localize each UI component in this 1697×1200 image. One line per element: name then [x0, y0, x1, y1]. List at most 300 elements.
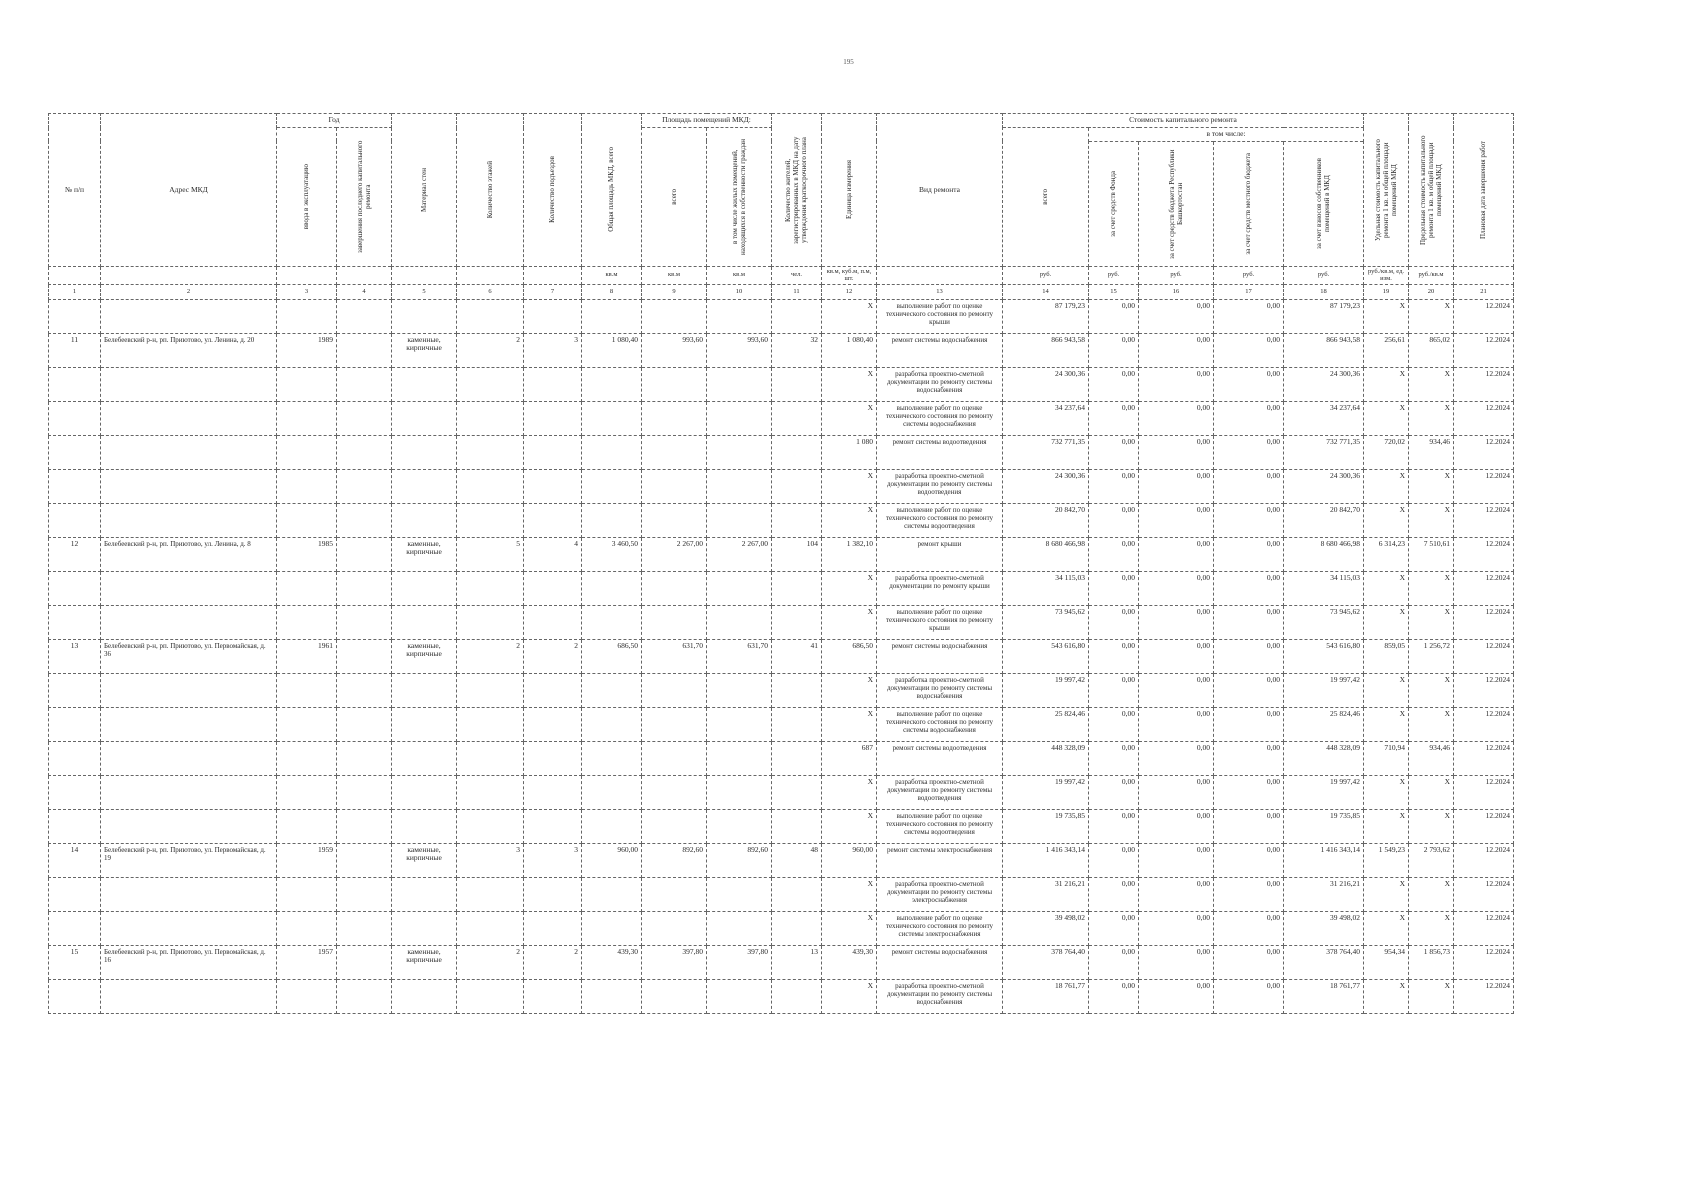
cell-premises-subject	[707, 707, 772, 741]
cell-floors	[457, 979, 524, 1013]
cell-unit-cost: X	[1364, 605, 1409, 639]
cell-fund: 0,00	[1089, 673, 1139, 707]
cell-premises-total	[642, 605, 707, 639]
cell-local: 0,00	[1214, 469, 1284, 503]
table-row	[49, 537, 1514, 571]
table-row	[49, 877, 1514, 911]
cell-premises-total: 397,80	[642, 945, 707, 979]
cell-wall-material	[392, 673, 457, 707]
cell-owners: 20 842,70	[1284, 503, 1364, 537]
cell-unit: 687	[822, 741, 877, 775]
cell-year-commission	[277, 469, 337, 503]
cell-entrances: 3	[524, 333, 582, 367]
column-number-cell: 15	[1089, 284, 1139, 299]
cell-deadline: 12.2024	[1454, 639, 1514, 673]
cell-fund: 0,00	[1089, 775, 1139, 809]
cell-unit-cost: X	[1364, 707, 1409, 741]
cell-year-commission	[277, 299, 337, 333]
cell-deadline: 12.2024	[1454, 843, 1514, 877]
cell-fund: 0,00	[1089, 945, 1139, 979]
cell-wall-material	[392, 401, 457, 435]
cell-total-area	[582, 571, 642, 605]
cell-num	[49, 741, 101, 775]
table-row	[49, 945, 1514, 979]
header-unit-cost: Удельная стоимость капитального ремонта 1 кв. м общей площади помещений МКД	[1364, 114, 1409, 267]
cell-num: 12	[49, 537, 101, 571]
column-number-cell: 11	[772, 284, 822, 299]
cell-address	[101, 877, 277, 911]
cell-premises-subject	[707, 809, 772, 843]
cell-unit-cost: X	[1364, 571, 1409, 605]
cell-year-last-repair	[337, 639, 392, 673]
table-row	[49, 639, 1514, 673]
cell-year-commission	[277, 673, 337, 707]
cell-entrances	[524, 673, 582, 707]
cell-year-last-repair	[337, 775, 392, 809]
cell-num	[49, 911, 101, 945]
cell-cost-total: 866 943,58	[1003, 333, 1089, 367]
cell-year-last-repair	[337, 401, 392, 435]
cell-wall-material	[392, 809, 457, 843]
cell-unit-cost: X	[1364, 775, 1409, 809]
cell-republic: 0,00	[1139, 809, 1214, 843]
cell-wall-material	[392, 775, 457, 809]
cell-unit-cost: 6 314,23	[1364, 537, 1409, 571]
cell-max-cost: X	[1409, 979, 1454, 1013]
cell-owners: 34 237,64	[1284, 401, 1364, 435]
cell-max-cost: 865,02	[1409, 333, 1454, 367]
cell-owners: 448 328,09	[1284, 741, 1364, 775]
cell-local: 0,00	[1214, 877, 1284, 911]
cell-num	[49, 605, 101, 639]
cell-fund: 0,00	[1089, 877, 1139, 911]
cell-year-last-repair	[337, 945, 392, 979]
cell-premises-total	[642, 469, 707, 503]
header-residents: Количество жителей, зарегистрированных в МКД на дату утверждения краткосрочного плана	[772, 114, 822, 267]
cell-republic: 0,00	[1139, 299, 1214, 333]
cell-work-type: разработка проектно-сметной документации по ремонту системы водоснабжения	[877, 367, 1003, 401]
cell-year-last-repair	[337, 435, 392, 469]
cell-address: Белебеевский р-н, рп. Приютово, ул. Ленина, д. 20	[101, 333, 277, 367]
header-local: за счет средств местного бюджета	[1214, 141, 1284, 266]
cell-year-last-repair	[337, 333, 392, 367]
cell-entrances	[524, 605, 582, 639]
cell-num	[49, 571, 101, 605]
cell-year-last-repair	[337, 605, 392, 639]
table-row	[49, 775, 1514, 809]
cell-wall-material	[392, 979, 457, 1013]
cell-fund: 0,00	[1089, 639, 1139, 673]
cell-owners: 19 735,85	[1284, 809, 1364, 843]
column-number-cell: 18	[1284, 284, 1364, 299]
cell-max-cost: 1 856,73	[1409, 945, 1454, 979]
cell-cost-total: 31 216,21	[1003, 877, 1089, 911]
cell-premises-total: 892,60	[642, 843, 707, 877]
cell-owners: 8 680 466,98	[1284, 537, 1364, 571]
cell-deadline: 12.2024	[1454, 911, 1514, 945]
cell-local: 0,00	[1214, 707, 1284, 741]
cell-year-commission	[277, 741, 337, 775]
cell-premises-subject: 892,60	[707, 843, 772, 877]
header-premises-group: Площадь помещений МКД:	[642, 114, 772, 128]
cell-wall-material: каменные, кирпичные	[392, 843, 457, 877]
cell-residents	[772, 877, 822, 911]
cell-total-area	[582, 741, 642, 775]
header-total-area: Общая площадь МКД, всего	[582, 114, 642, 267]
cell-num	[49, 809, 101, 843]
header-premises-total: всего	[642, 128, 707, 267]
header-year-last-repair: завершения последнего капитального ремонта	[337, 128, 392, 267]
cell-entrances	[524, 911, 582, 945]
unit-cell: руб.	[1139, 266, 1214, 284]
cell-premises-total	[642, 877, 707, 911]
cell-max-cost: X	[1409, 775, 1454, 809]
cell-unit: 686,50	[822, 639, 877, 673]
header-year-group: Год	[277, 114, 392, 128]
cell-wall-material	[392, 367, 457, 401]
cell-cost-total: 19 997,42	[1003, 673, 1089, 707]
cell-cost-total: 20 842,70	[1003, 503, 1089, 537]
cell-local: 0,00	[1214, 673, 1284, 707]
cell-owners: 378 764,40	[1284, 945, 1364, 979]
cell-unit: X	[822, 605, 877, 639]
cell-wall-material	[392, 707, 457, 741]
cell-deadline: 12.2024	[1454, 673, 1514, 707]
cell-fund: 0,00	[1089, 299, 1139, 333]
cell-year-commission	[277, 571, 337, 605]
cell-wall-material	[392, 571, 457, 605]
table-row	[49, 809, 1514, 843]
cell-premises-total	[642, 299, 707, 333]
cell-fund: 0,00	[1089, 741, 1139, 775]
cell-local: 0,00	[1214, 979, 1284, 1013]
cell-floors: 2	[457, 945, 524, 979]
cell-unit: X	[822, 469, 877, 503]
cell-fund: 0,00	[1089, 333, 1139, 367]
column-number-cell: 20	[1409, 284, 1454, 299]
cell-owners: 31 216,21	[1284, 877, 1364, 911]
cell-entrances	[524, 401, 582, 435]
cell-unit-cost: X	[1364, 401, 1409, 435]
cell-residents	[772, 775, 822, 809]
cell-max-cost: 934,46	[1409, 435, 1454, 469]
cell-max-cost: X	[1409, 707, 1454, 741]
cell-total-area: 686,50	[582, 639, 642, 673]
table-row	[49, 673, 1514, 707]
cell-total-area	[582, 877, 642, 911]
cell-cost-total: 34 115,03	[1003, 571, 1089, 605]
cell-residents	[772, 605, 822, 639]
unit-cell	[1454, 266, 1514, 284]
header-work-type: Вид ремонта	[877, 114, 1003, 267]
cell-unit-cost: 710,94	[1364, 741, 1409, 775]
cell-floors	[457, 299, 524, 333]
cell-work-type: выполнение работ по оценке технического состояния по ремонту системы водоснабжения	[877, 707, 1003, 741]
cell-work-type: выполнение работ по оценке технического состояния по ремонту системы электроснабжения	[877, 911, 1003, 945]
cell-unit-cost: 859,05	[1364, 639, 1409, 673]
cell-owners: 866 943,58	[1284, 333, 1364, 367]
unit-cell: руб./кв.м	[1409, 266, 1454, 284]
cell-local: 0,00	[1214, 639, 1284, 673]
cell-entrances	[524, 299, 582, 333]
cell-entrances	[524, 809, 582, 843]
cell-unit: X	[822, 401, 877, 435]
cell-entrances: 2	[524, 639, 582, 673]
header-unit: Единица измерения	[822, 114, 877, 267]
table-row	[49, 571, 1514, 605]
cell-address	[101, 775, 277, 809]
header-including: в том числе:	[1089, 128, 1364, 142]
cell-work-type: разработка проектно-сметной документации по ремонту системы электроснабжения	[877, 877, 1003, 911]
column-number-cell: 17	[1214, 284, 1284, 299]
cell-republic: 0,00	[1139, 605, 1214, 639]
cell-work-type: разработка проектно-сметной документации по ремонту системы водоснабжения	[877, 673, 1003, 707]
unit-cell: руб./кв.м, ед. изм.	[1364, 266, 1409, 284]
cell-fund: 0,00	[1089, 435, 1139, 469]
cell-residents	[772, 707, 822, 741]
cell-floors	[457, 673, 524, 707]
cell-unit: X	[822, 299, 877, 333]
cell-floors	[457, 469, 524, 503]
unit-cell: чел.	[772, 266, 822, 284]
cell-year-commission	[277, 809, 337, 843]
cell-unit: X	[822, 707, 877, 741]
cell-owners: 543 616,80	[1284, 639, 1364, 673]
cell-fund: 0,00	[1089, 707, 1139, 741]
unit-cell	[457, 266, 524, 284]
cell-year-last-repair	[337, 571, 392, 605]
cell-work-type: выполнение работ по оценке технического состояния по ремонту крыши	[877, 299, 1003, 333]
header-cost-total: всего	[1003, 128, 1089, 267]
cell-max-cost: 7 510,61	[1409, 537, 1454, 571]
cell-year-last-repair	[337, 673, 392, 707]
cell-address	[101, 605, 277, 639]
cell-local: 0,00	[1214, 503, 1284, 537]
cell-total-area	[582, 401, 642, 435]
cell-owners: 19 997,42	[1284, 775, 1364, 809]
cell-wall-material	[392, 299, 457, 333]
cell-total-area	[582, 299, 642, 333]
cell-fund: 0,00	[1089, 605, 1139, 639]
header-fund: за счет средств Фонда	[1089, 141, 1139, 266]
cell-fund: 0,00	[1089, 911, 1139, 945]
cell-republic: 0,00	[1139, 367, 1214, 401]
cell-entrances	[524, 707, 582, 741]
column-number-cell: 21	[1454, 284, 1514, 299]
cell-max-cost: X	[1409, 401, 1454, 435]
cell-cost-total: 73 945,62	[1003, 605, 1089, 639]
cell-deadline: 12.2024	[1454, 707, 1514, 741]
unit-cell: кв.м, куб.м, п.м, шт.	[822, 266, 877, 284]
cell-local: 0,00	[1214, 605, 1284, 639]
cell-address: Белебеевский р-н, рп. Приютово, ул. Первомайская, д. 16	[101, 945, 277, 979]
cell-premises-subject	[707, 911, 772, 945]
cell-address	[101, 979, 277, 1013]
cell-deadline: 12.2024	[1454, 945, 1514, 979]
column-number-cell: 8	[582, 284, 642, 299]
header-floors: Количество этажей	[457, 114, 524, 267]
cell-residents: 13	[772, 945, 822, 979]
cell-max-cost: X	[1409, 605, 1454, 639]
cell-year-commission	[277, 435, 337, 469]
cell-deadline: 12.2024	[1454, 877, 1514, 911]
cell-num	[49, 877, 101, 911]
cell-premises-total: 993,60	[642, 333, 707, 367]
cell-floors	[457, 401, 524, 435]
cell-deadline: 12.2024	[1454, 367, 1514, 401]
cell-premises-subject	[707, 673, 772, 707]
cell-floors	[457, 707, 524, 741]
cell-unit: 960,00	[822, 843, 877, 877]
cell-deadline: 12.2024	[1454, 503, 1514, 537]
cell-wall-material: каменные, кирпичные	[392, 333, 457, 367]
table-row	[49, 435, 1514, 469]
cell-address	[101, 809, 277, 843]
cell-num: 13	[49, 639, 101, 673]
cell-unit: 1 080,40	[822, 333, 877, 367]
cell-republic: 0,00	[1139, 435, 1214, 469]
cell-deadline: 12.2024	[1454, 435, 1514, 469]
cell-premises-total	[642, 775, 707, 809]
cell-local: 0,00	[1214, 843, 1284, 877]
cell-address	[101, 707, 277, 741]
cell-premises-subject	[707, 605, 772, 639]
cell-unit-cost: X	[1364, 673, 1409, 707]
cell-premises-total	[642, 503, 707, 537]
cell-unit: X	[822, 809, 877, 843]
cell-fund: 0,00	[1089, 843, 1139, 877]
cell-premises-subject	[707, 877, 772, 911]
cell-premises-subject	[707, 571, 772, 605]
cell-work-type: разработка проектно-сметной документации по ремонту системы водоотведения	[877, 469, 1003, 503]
cell-premises-subject	[707, 435, 772, 469]
cell-cost-total: 8 680 466,98	[1003, 537, 1089, 571]
cell-max-cost: X	[1409, 299, 1454, 333]
cell-work-type: разработка проектно-сметной документации по ремонту крыши	[877, 571, 1003, 605]
cell-work-type: выполнение работ по оценке технического состояния по ремонту системы водоотведения	[877, 503, 1003, 537]
cell-work-type: ремонт крыши	[877, 537, 1003, 571]
column-number-cell: 3	[277, 284, 337, 299]
table-row	[49, 401, 1514, 435]
unit-cell	[49, 266, 101, 284]
cell-local: 0,00	[1214, 741, 1284, 775]
cell-republic: 0,00	[1139, 843, 1214, 877]
cell-cost-total: 24 300,36	[1003, 469, 1089, 503]
cell-wall-material: каменные, кирпичные	[392, 945, 457, 979]
cell-premises-subject	[707, 299, 772, 333]
cell-num	[49, 367, 101, 401]
cell-unit-cost: X	[1364, 503, 1409, 537]
cell-year-last-repair	[337, 979, 392, 1013]
cell-fund: 0,00	[1089, 571, 1139, 605]
cell-work-type: ремонт системы электроснабжения	[877, 843, 1003, 877]
cell-wall-material	[392, 469, 457, 503]
cell-address	[101, 299, 277, 333]
cell-republic: 0,00	[1139, 537, 1214, 571]
cell-republic: 0,00	[1139, 469, 1214, 503]
cell-address	[101, 401, 277, 435]
cell-local: 0,00	[1214, 537, 1284, 571]
table-row	[49, 333, 1514, 367]
column-number-cell: 12	[822, 284, 877, 299]
cell-local: 0,00	[1214, 367, 1284, 401]
cell-republic: 0,00	[1139, 979, 1214, 1013]
cell-wall-material	[392, 741, 457, 775]
cell-total-area	[582, 503, 642, 537]
capital-repair-table	[48, 113, 1514, 1014]
cell-premises-subject	[707, 979, 772, 1013]
cell-local: 0,00	[1214, 775, 1284, 809]
cell-address	[101, 741, 277, 775]
cell-address	[101, 911, 277, 945]
cell-num	[49, 469, 101, 503]
cell-year-last-repair	[337, 911, 392, 945]
cell-num	[49, 775, 101, 809]
cell-year-commission	[277, 401, 337, 435]
header-deadline: Плановая дата завершения работ	[1454, 114, 1514, 267]
cell-max-cost: X	[1409, 469, 1454, 503]
cell-local: 0,00	[1214, 401, 1284, 435]
cell-wall-material	[392, 911, 457, 945]
header-cost-group: Стоимость капитального ремонта	[1003, 114, 1364, 128]
cell-premises-subject: 631,70	[707, 639, 772, 673]
cell-year-commission	[277, 911, 337, 945]
column-number-cell: 14	[1003, 284, 1089, 299]
cell-premises-subject	[707, 775, 772, 809]
cell-republic: 0,00	[1139, 945, 1214, 979]
cell-residents: 32	[772, 333, 822, 367]
cell-max-cost: 1 256,72	[1409, 639, 1454, 673]
cell-year-last-repair	[337, 537, 392, 571]
header-year-commission: ввода в эксплуатацию	[277, 128, 337, 267]
column-number-cell: 13	[877, 284, 1003, 299]
cell-residents	[772, 435, 822, 469]
cell-year-commission	[277, 367, 337, 401]
cell-premises-total	[642, 809, 707, 843]
column-number-cell: 19	[1364, 284, 1409, 299]
cell-year-commission: 1989	[277, 333, 337, 367]
unit-cell: руб.	[1214, 266, 1284, 284]
cell-premises-subject	[707, 503, 772, 537]
cell-entrances	[524, 775, 582, 809]
unit-cell	[101, 266, 277, 284]
cell-address	[101, 469, 277, 503]
cell-republic: 0,00	[1139, 877, 1214, 911]
cell-deadline: 12.2024	[1454, 537, 1514, 571]
cell-residents: 41	[772, 639, 822, 673]
cell-cost-total: 448 328,09	[1003, 741, 1089, 775]
cell-unit: X	[822, 673, 877, 707]
cell-cost-total: 34 237,64	[1003, 401, 1089, 435]
cell-entrances: 3	[524, 843, 582, 877]
cell-fund: 0,00	[1089, 809, 1139, 843]
table-row	[49, 299, 1514, 333]
cell-wall-material: каменные, кирпичные	[392, 639, 457, 673]
cell-work-type: выполнение работ по оценке технического состояния по ремонту системы водоотведения	[877, 809, 1003, 843]
cell-year-commission	[277, 605, 337, 639]
cell-owners: 732 771,35	[1284, 435, 1364, 469]
cell-year-commission	[277, 979, 337, 1013]
cell-address: Белебеевский р-н, рп. Приютово, ул. Первомайская, д. 19	[101, 843, 277, 877]
cell-address	[101, 503, 277, 537]
cell-total-area	[582, 605, 642, 639]
cell-wall-material	[392, 605, 457, 639]
cell-entrances	[524, 979, 582, 1013]
cell-num	[49, 503, 101, 537]
cell-residents	[772, 401, 822, 435]
cell-address	[101, 673, 277, 707]
cell-republic: 0,00	[1139, 673, 1214, 707]
